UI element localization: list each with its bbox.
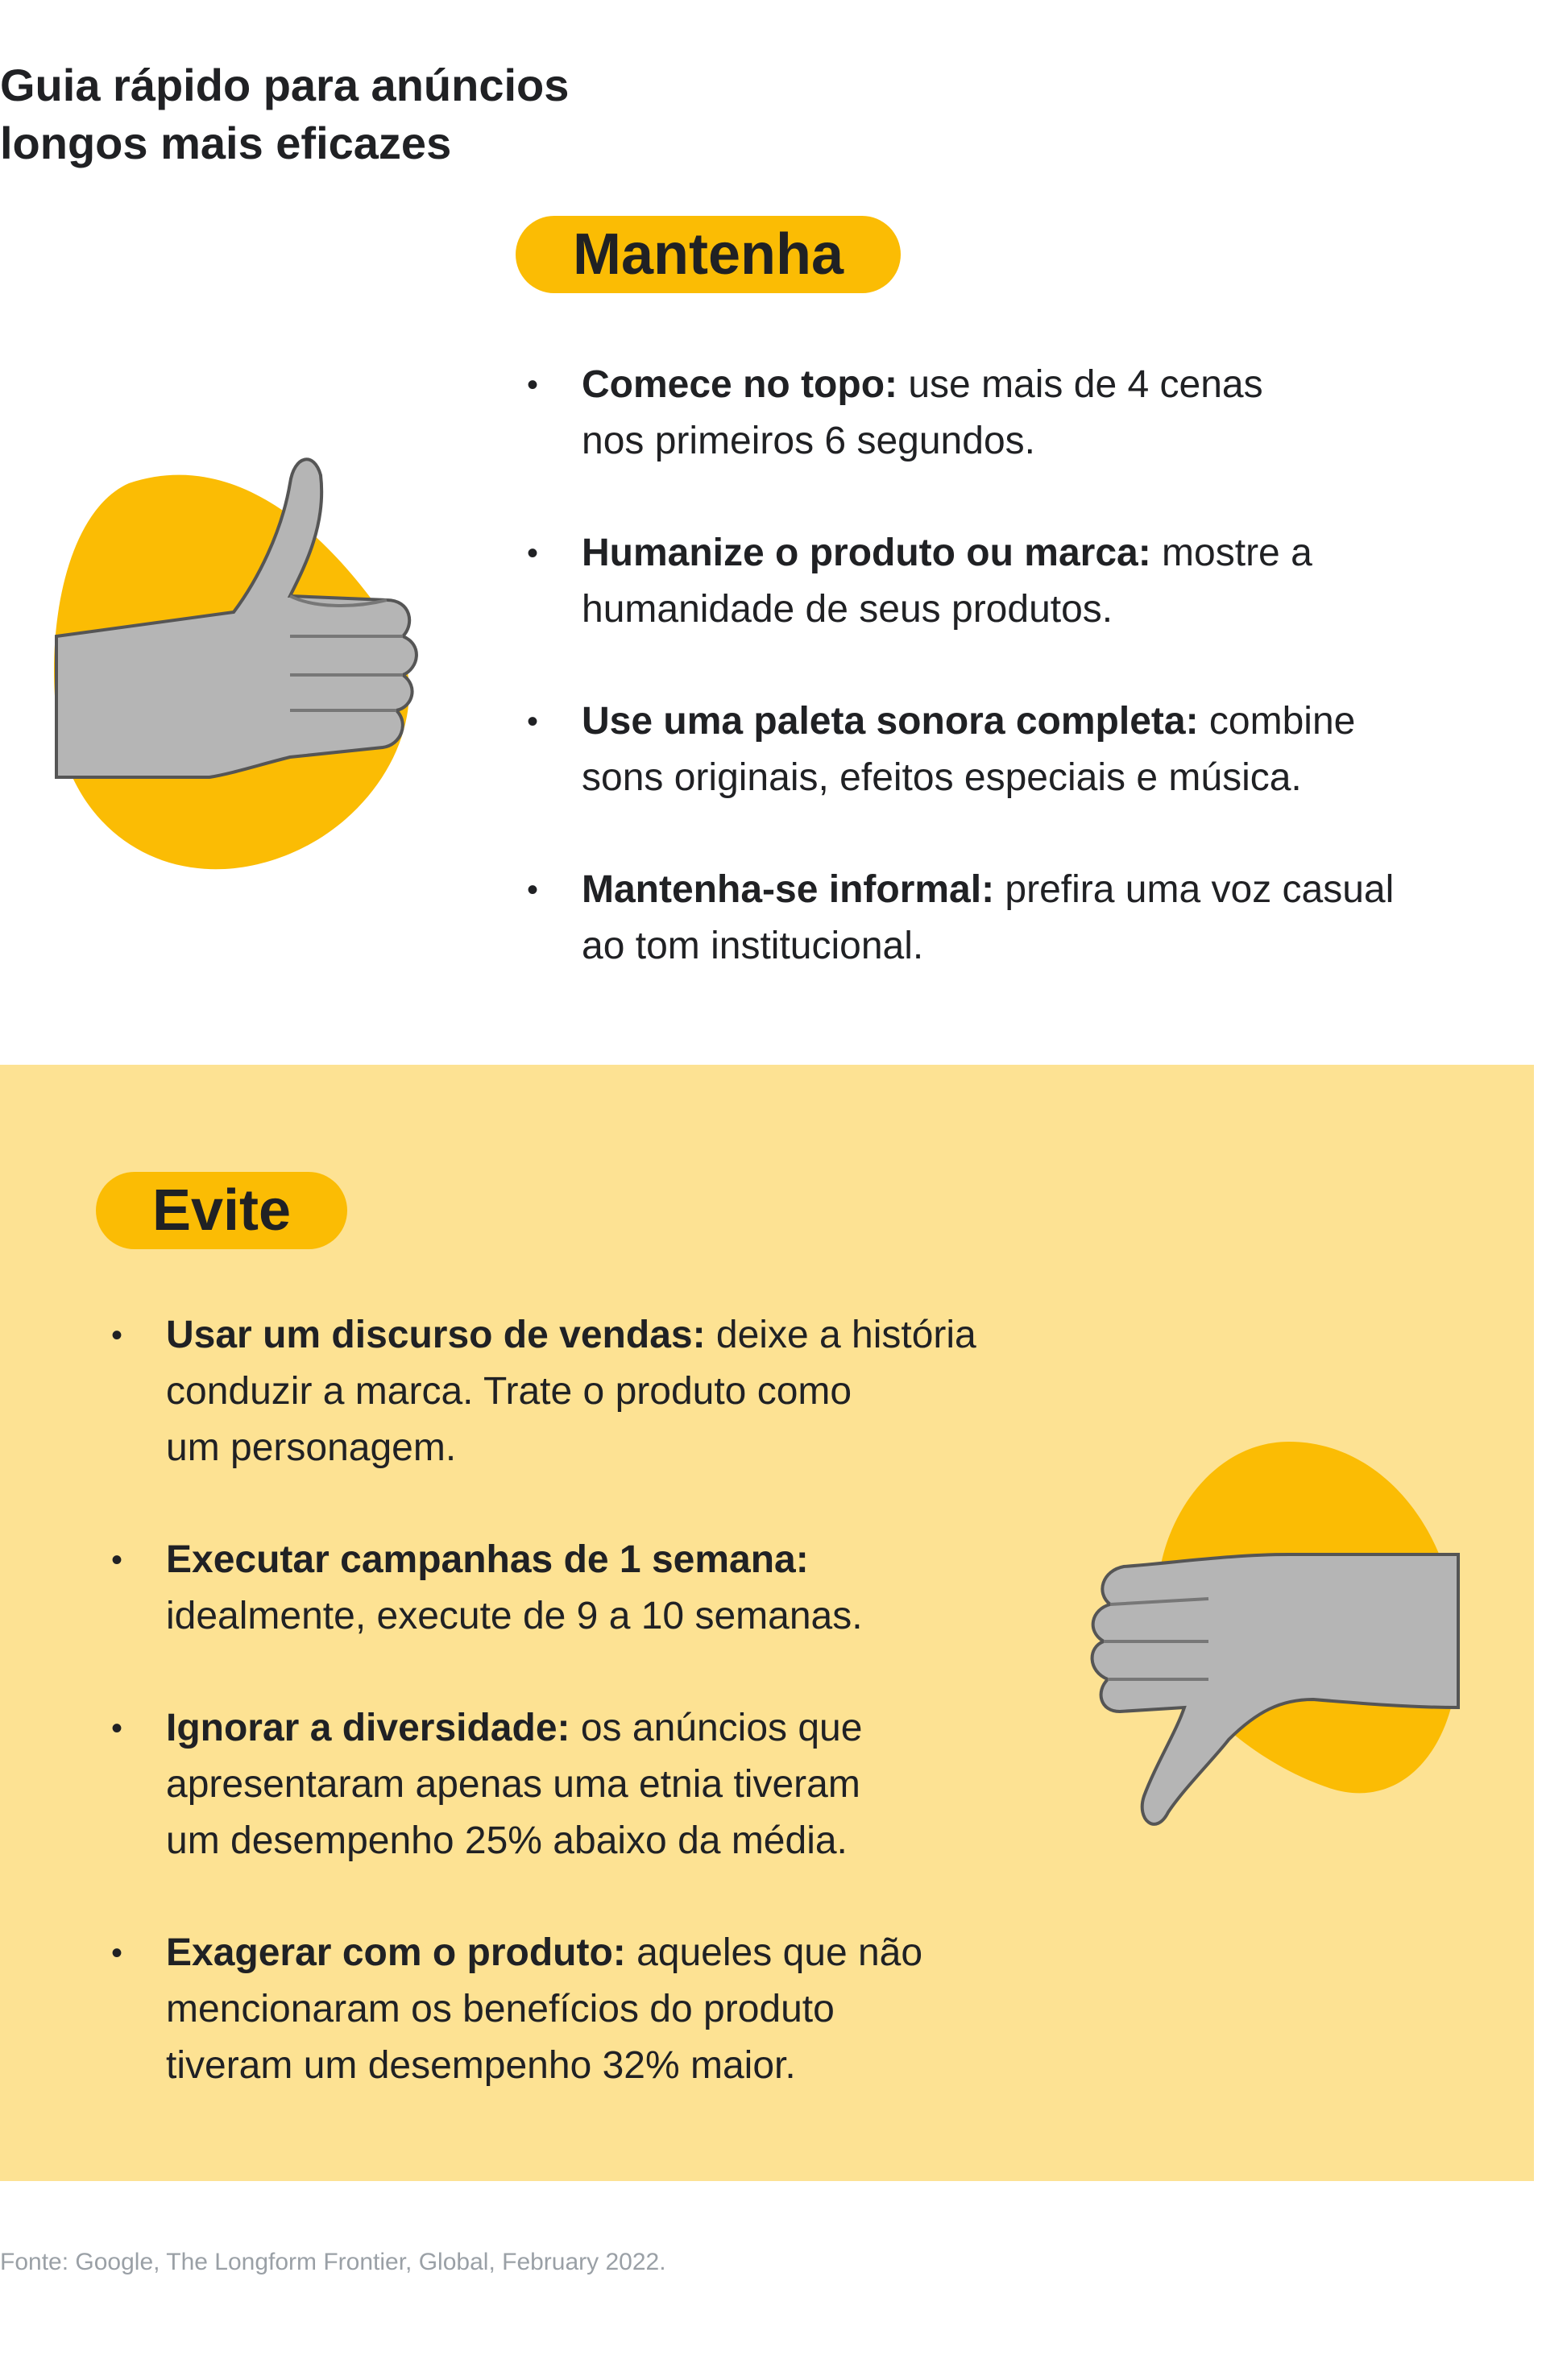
keep-item-text: use mais de 4 cenas — [897, 363, 1263, 406]
keep-item — [527, 525, 1508, 638]
avoid-item — [111, 1532, 1084, 1645]
keep-list — [527, 357, 1508, 1030]
keep-item-text: nos primeiros 6 segundos. — [582, 420, 1035, 462]
thumbs-down-icon — [1023, 1434, 1474, 1885]
bullet: • — [527, 536, 539, 571]
keep-item-text: ao tom institucional. — [582, 925, 924, 967]
avoid-item-heading: Executar campanhas de 1 semana: — [166, 1538, 809, 1581]
keep-item — [527, 693, 1508, 806]
avoid-item-text: mencionaram os benefícios do produto — [166, 1988, 835, 2030]
keep-item-text: sons originais, efeitos especiais e música. — [582, 756, 1302, 799]
keep-item-text: humanidade de seus produtos. — [582, 588, 1113, 631]
avoid-item-text: os anúncios que — [570, 1707, 863, 1749]
keep-item-text: prefira uma voz casual — [994, 868, 1395, 911]
avoid-item-text: aqueles que não — [625, 1931, 923, 1974]
avoid-item — [111, 1925, 1084, 2094]
bullet: • — [527, 872, 539, 908]
keep-item-text: mostre a — [1150, 532, 1312, 574]
avoid-item-text: conduzir a marca. Trate o produto como — [166, 1370, 852, 1413]
avoid-item-text: tiveram um desempenho 32% maior. — [166, 2044, 796, 2087]
keep-item-text: combine — [1198, 700, 1356, 743]
keep-item — [527, 862, 1508, 975]
avoid-item-heading: Exagerar com o produto: — [166, 1931, 626, 1974]
bullet: • — [527, 704, 539, 739]
keep-item-heading: Use uma paleta sonora completa: — [582, 700, 1199, 743]
avoid-item-text: um desempenho 25% abaixo da média. — [166, 1819, 848, 1862]
avoid-item-text: idealmente, execute de 9 a 10 semanas. — [166, 1595, 863, 1637]
bullet: • — [111, 1542, 123, 1578]
bullet: • — [111, 1935, 123, 1971]
keep-item-heading: Comece no topo: — [582, 363, 897, 406]
bullet: • — [111, 1711, 123, 1746]
bullet: • — [111, 1318, 123, 1353]
thumbs-up-icon — [48, 435, 516, 886]
title-line-1: Guia rápido para anúncios — [0, 60, 570, 110]
avoid-item-text: apresentaram apenas uma etnia tiveram — [166, 1763, 860, 1806]
avoid-section-badge: Evite — [96, 1172, 347, 1249]
avoid-item-heading: Usar um discurso de vendas: — [166, 1314, 706, 1356]
keep-item-heading: Mantenha-se informal: — [582, 868, 995, 911]
avoid-item-heading: Ignorar a diversidade: — [166, 1707, 570, 1749]
keep-item-heading: Humanize o produto ou marca: — [582, 532, 1151, 574]
avoid-item-text: deixe a história — [705, 1314, 976, 1356]
avoid-item — [111, 1700, 1084, 1869]
avoid-item — [111, 1307, 1084, 1476]
avoid-list — [111, 1307, 1084, 2150]
bullet: • — [527, 367, 539, 403]
title-line-2: longos mais eficazes — [0, 118, 452, 168]
avoid-item-text: um personagem. — [166, 1426, 457, 1469]
keep-item — [527, 357, 1508, 470]
source-note: Fonte: Google, The Longform Frontier, Global, February 2022. — [0, 2249, 666, 2275]
keep-section-badge: Mantenha — [516, 216, 901, 293]
page-title — [0, 56, 806, 172]
